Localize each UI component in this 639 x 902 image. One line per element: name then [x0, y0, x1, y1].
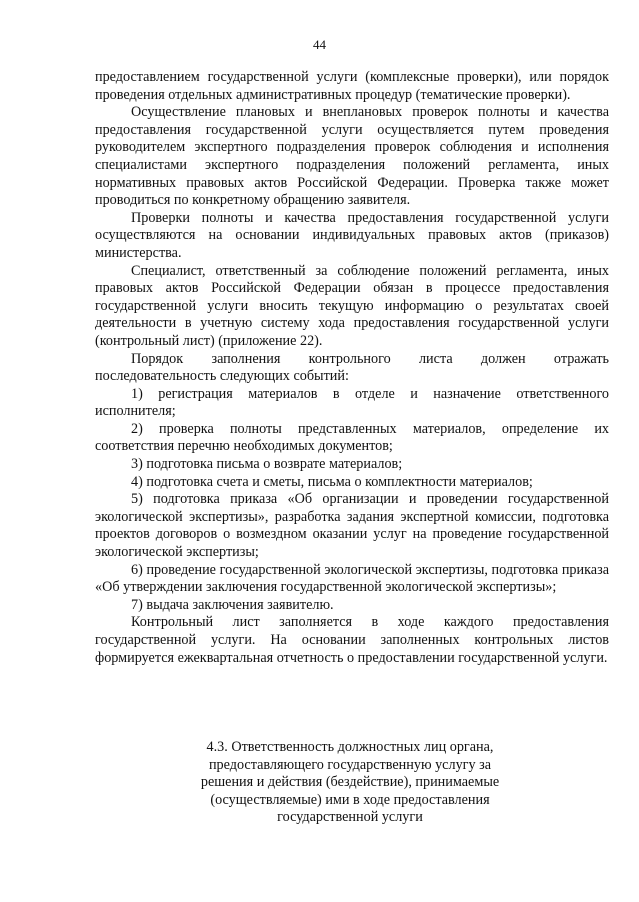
- section-heading: [170, 739, 530, 827]
- paragraph-continuation: предоставлением государственной услуги (комплексные проверки), или порядок проведения отдельных административных процедур (тематические проверки).: [95, 69, 609, 103]
- body-text: [95, 69, 609, 667]
- list-item-1: 1) регистрация материалов в отделе и назначение ответственного исполнителя;: [95, 385, 609, 420]
- list-item-4: 4) подготовка счета и сметы, письма о комплектности материалов;: [131, 473, 533, 490]
- paragraph-legal-acts: Проверки полноты и качества предоставления государственной услуги осуществляются на основании индивидуальных правовых актов (приказов) министерства.: [95, 209, 609, 261]
- section-heading-line: предоставляющего государственную услугу за: [208, 756, 492, 773]
- paragraph-specialist: Специалист, ответственный за соблюдение положений регламента, иных правовых актов Российской Федерации обязан в процессе предоставления государственной услуги вносить текущую информацию о результатах своей деятельности в учетную систему хода предоставления государственной услуги (контрольный лист) (приложение 22).: [95, 262, 609, 349]
- list-item-7: 7) выдача заключения заявителю.: [131, 596, 334, 613]
- paragraph-checklist-filled: Контрольный лист заполняется в ходе каждого предоставления государственной услуги. На основании заполненных контрольных листов формируется ежеквартальная отчетность о предоставлении государственной услуги.: [95, 614, 609, 666]
- section-heading-line: 4.3. Ответственность должностных лиц органа,: [206, 739, 494, 755]
- section-heading-line: решения и действия (бездействие), принимаемые: [200, 774, 500, 791]
- list-item-2: 2) проверка полноты представленных материалов, определение их соответствия перечню необходимых документов;: [95, 420, 609, 455]
- paragraph-inspections: Осуществление плановых и внеплановых проверок полноты и качества предоставления государственной услуги осуществляется путем проведения руководителем экспертного подразделения проверок соблюдения и исполнения специалистами экспертного подразделения положений регламента, иных нормативных правовых актов Российской Федерации. Проверка также может проводиться по конкретному обращению заявителя.: [95, 104, 609, 209]
- section-heading-line: государственной услуги: [277, 809, 423, 826]
- page-number: 44: [313, 37, 326, 52]
- paragraph-checklist-order: Порядок заполнения контрольного листа должен отражать последовательность следующих событий:: [95, 350, 609, 385]
- list-item-5: 5) подготовка приказа «Об организации и проведении государственной экологической экспертизы», разработка задания экспертной комиссии, подготовка проектов договоров о возмездном оказании услуг на проведение государственной экологической экспертизы;: [95, 491, 609, 561]
- list-item-6: 6) проведение государственной экологической экспертизы, подготовка приказа «Об утверждении заключения государственной экологической экспертизы»;: [95, 561, 609, 596]
- list-item-3: 3) подготовка письма о возврате материалов;: [131, 456, 403, 473]
- section-heading-line: (осуществляемые) ими в ходе предоставления: [210, 791, 490, 808]
